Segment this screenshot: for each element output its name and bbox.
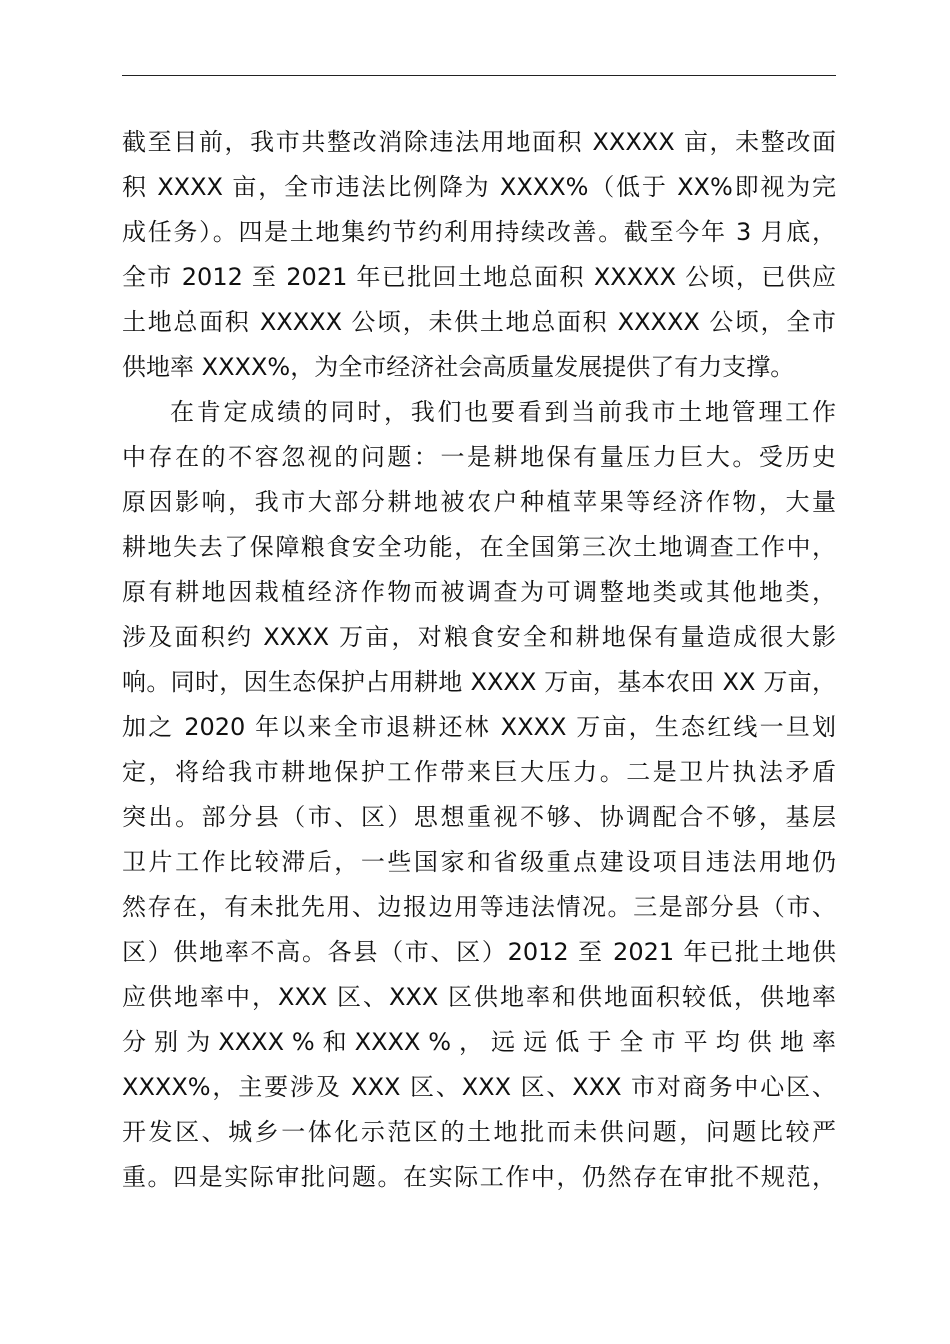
text-line: 原因影响，我市大部分耕地被农户种植苹果等经济作物，大量 [122,488,836,516]
text-line: 分 别 为 XXXX % 和 XXXX % ， 远 远 低 于 全 市 平 均 供 地 率 [122,1028,836,1056]
text-line: 区）供地率不高。各县（市、区）2012 至 2021 年已批土地供 [122,938,836,966]
header-rule [122,75,836,76]
text-line: 定，将给我市耕地保护工作带来巨大压力。二是卫片执法矛盾 [122,758,836,786]
text-line: 土地总面积 XXXXX 公顷，未供土地总面积 XXXXX 公顷，全市 [122,308,836,336]
text-line: 开发区、城乡一体化示范区的土地批而未供问题，问题比较严 [122,1118,836,1146]
text-line: 中存在的不容忽视的问题：一是耕地保有量压力巨大。受历史 [122,443,836,471]
text-line: 原有耕地因栽植经济作物而被调查为可调整地类或其他地类， [122,578,836,606]
text-line: 然存在，有未批先用、边报边用等违法情况。三是部分县（市、 [122,893,836,921]
text-line: 全市 2012 至 2021 年已批回土地总面积 XXXXX 公顷，已供应 [122,263,836,291]
text-line: 加之 2020 年以来全市退耕还林 XXXX 万亩，生态红线一旦划 [122,713,836,741]
text-line: 耕地失去了保障粮食安全功能，在全国第三次土地调查工作中， [122,533,836,561]
body-text [122,120,836,1200]
text-line: 重。四是实际审批问题。在实际工作中，仍然存在审批不规范， [122,1163,836,1191]
text-line: 成任务）。四是土地集约节约利用持续改善。截至今年 3 月底， [122,218,836,246]
text-line: 截至目前，我市共整改消除违法用地面积 XXXXX 亩，未整改面 [122,128,836,156]
text-line: 突出。部分县（市、区）思想重视不够、协调配合不够，基层 [122,803,836,831]
text-line: 响。同时，因生态保护占用耕地 XXXX 万亩，基本农田 XX 万亩， [122,668,836,696]
text-line: 卫片工作比较滞后，一些国家和省级重点建设项目违法用地仍 [122,848,836,876]
text-line: 积 XXXX 亩，全市违法比例降为 XXXX%（低于 XX%即视为完 [122,173,836,201]
text-line: 供地率 XXXX%，为全市经济社会高质量发展提供了有力支撑。 [122,353,795,381]
text-line: 应供地率中，XXX 区、XXX 区供地率和供地面积较低，供地率 [122,983,836,1011]
paragraph-first-line: 在肯定成绩的同时，我们也要看到当前我市土地管理工作 [170,398,836,426]
text-line: 涉及面积约 XXXX 万亩，对粮食安全和耕地保有量造成很大影 [122,623,836,651]
text-line: XXXX%，主要涉及 XXX 区、XXX 区、XXX 市对商务中心区、 [122,1073,836,1101]
